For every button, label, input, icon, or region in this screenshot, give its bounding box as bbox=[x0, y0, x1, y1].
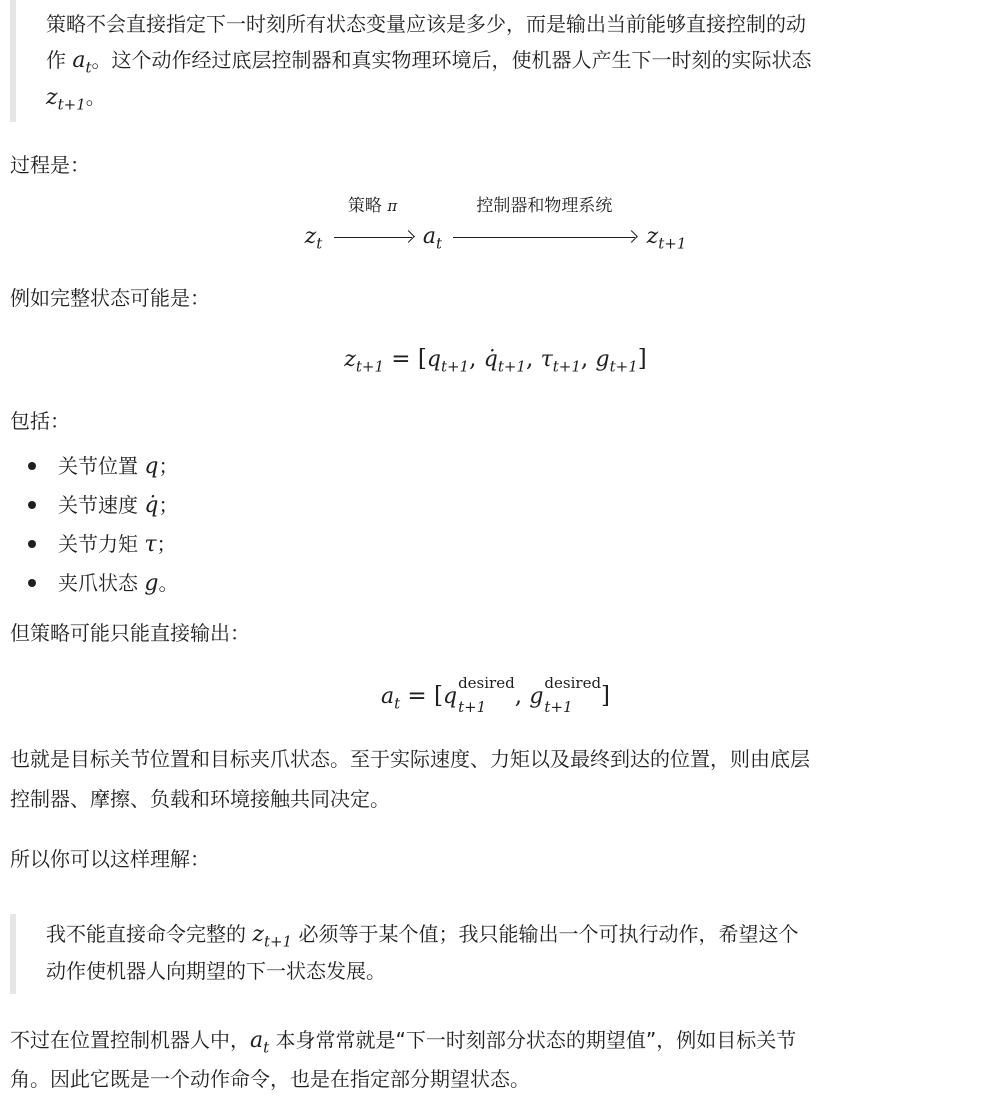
understand-intro: 所以你可以这样理解： bbox=[10, 847, 210, 871]
blockquote-action-explanation bbox=[10, 0, 965, 122]
eq-process-a: $a_t$ bbox=[422, 224, 443, 253]
arrow-controller bbox=[449, 196, 639, 254]
arrow-policy-line bbox=[334, 237, 412, 238]
quote1-line1: 策略不会直接指定下一时刻所有状态变量应该是多少，而是输出当前能够直接控制的动 bbox=[46, 12, 806, 36]
var-tau: τ bbox=[144, 532, 157, 557]
quote1-line3-post: 。 bbox=[85, 85, 106, 109]
arrow-policy-label: 策略 π bbox=[347, 196, 398, 216]
para-final-line1: 不过在位置控制机器人中，$a_t$ 本身常常就是“下一时刻部分状态的期望值”，例如目标关节 bbox=[10, 1028, 797, 1057]
equation-action: $a_t = [q$ desired t+1 , g desired t+1 ] bbox=[380, 674, 611, 716]
var-qdot: q̇ bbox=[144, 493, 159, 518]
eq-state-tau: $\tau_{t+1}$ bbox=[540, 347, 581, 376]
var-z-t1: $z_{t+1}$ bbox=[252, 922, 293, 951]
blockquote-understanding bbox=[10, 914, 965, 994]
paragraph-final bbox=[10, 1021, 975, 1098]
equation-process bbox=[0, 196, 991, 255]
quote1-line3 bbox=[46, 79, 965, 116]
var-q: q bbox=[144, 454, 159, 479]
bullet-dot bbox=[28, 501, 36, 509]
includes-intro: 包括： bbox=[10, 409, 70, 433]
arrow-controller-line bbox=[453, 237, 635, 238]
para-target-line2: 控制器、摩擦、负载和环境接触共同决定。 bbox=[10, 787, 390, 811]
var-z-t1: $z_{t+1}$ bbox=[46, 85, 86, 114]
var-g: g bbox=[144, 571, 159, 596]
eq-action-equals: = [ bbox=[400, 683, 443, 709]
quote2-line2: 动作使机器人向期望的下一状态发展。 bbox=[46, 959, 386, 983]
arrow-controller-label: 控制器和物理系统 bbox=[476, 196, 613, 216]
eq-state-q: $q_{t+1}$ bbox=[426, 347, 470, 376]
paragraph-target-explanation bbox=[10, 739, 975, 819]
eq-state-qdot: $q̇_{t+1}$ bbox=[483, 347, 526, 376]
bullet-dot bbox=[28, 540, 36, 548]
process-intro: 过程是： bbox=[10, 153, 90, 177]
bullet-dot bbox=[28, 579, 36, 587]
quote1-line2-post: 。这个动作经过底层控制器和真实物理环境后，使机器人产生下一时刻的实际状态 bbox=[91, 48, 812, 72]
eq-state-close: ] bbox=[637, 346, 647, 372]
eq-process-z: $z_t$ bbox=[304, 224, 323, 253]
bullet-dot bbox=[28, 462, 36, 470]
eq-state-equals: = [ bbox=[383, 346, 427, 372]
eq-action-close: ] bbox=[601, 683, 611, 709]
list-item: 夹爪状态 g。 bbox=[10, 564, 178, 603]
state-components-list bbox=[10, 447, 178, 603]
example-intro: 例如完整状态可能是： bbox=[10, 286, 210, 310]
eq-state-lhs: $z_{t+1}$ bbox=[344, 347, 384, 376]
eq-action-g-desired: g desired t+1 bbox=[529, 674, 602, 716]
para-final-line2: 角。因此它既是一个动作命令，也是在指定部分期望状态。 bbox=[10, 1067, 530, 1091]
eq-state-g: $g_{t+1}$ bbox=[595, 347, 638, 376]
eq-action-q-desired: q desired t+1 bbox=[442, 674, 515, 716]
list-item: 关节力矩 τ； bbox=[10, 525, 178, 564]
arrow-policy bbox=[330, 196, 416, 254]
para-target-line1: 也就是目标关节位置和目标夹爪状态。至于实际速度、力矩以及最终到达的位置，则由底层 bbox=[10, 747, 810, 771]
list-item: 关节速度 q̇； bbox=[10, 486, 178, 525]
quote1-line2 bbox=[46, 42, 965, 79]
eq-action-a: $a_t$ bbox=[380, 684, 401, 713]
equation-state: $z_{t+1} = [q_{t+1}$, $q̇_{t+1}$, $\tau_{t+1}$, $g_{t+1}$] bbox=[344, 346, 647, 376]
quote1-line2-pre: 作 bbox=[46, 48, 73, 72]
eq-process-z-next: $z_{t+1}$ bbox=[646, 224, 687, 253]
list-item: 关节位置 q； bbox=[10, 447, 178, 486]
var-a-t: $a_t$ bbox=[72, 48, 92, 77]
output-intro: 但策略可能只能直接输出： bbox=[10, 621, 250, 645]
var-a-t: $a_t$ bbox=[250, 1028, 270, 1057]
quote2-line1: 我不能直接命令完整的 $z_{t+1}$ 必须等于某个值；我只能输出一个可执行动作，希望这个 bbox=[46, 922, 799, 951]
